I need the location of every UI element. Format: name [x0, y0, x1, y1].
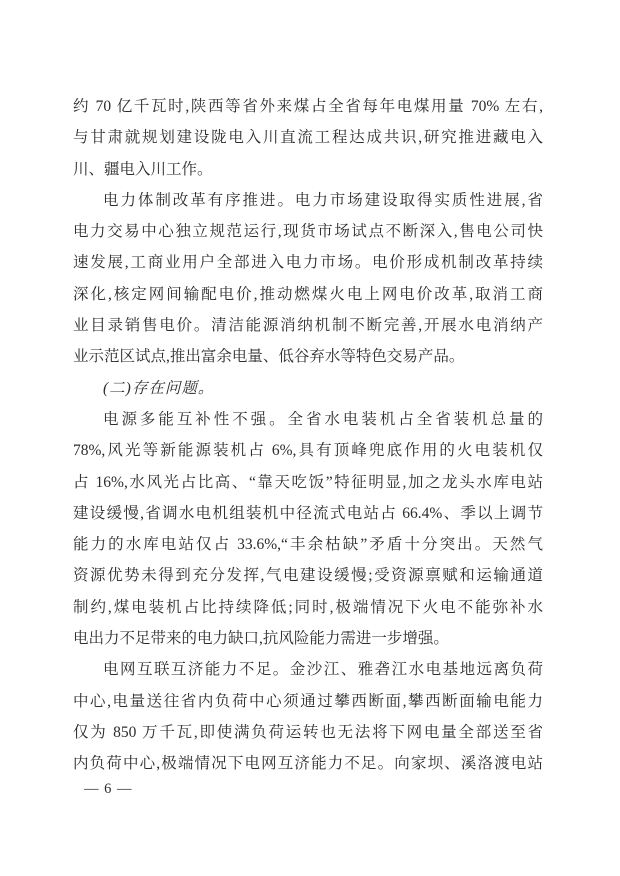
text-line: 业示范区试点,推出富余电量、低谷弃水等特色交易产品。 [73, 348, 465, 366]
text-line: 能力的水库电站仅占 33.6%,“丰余枯缺”矛盾十分突出。天然气 [73, 536, 543, 554]
text-line: 电源多能互补性不强。全省水电装机占全省装机总量的 [103, 410, 543, 428]
text-line: 电网互联互济能力不足。金沙江、雅砻江水电基地远离负荷 [103, 661, 543, 679]
text-line: 电出力不足带来的电力缺口,抗风险能力需进一步增强。 [73, 630, 449, 648]
text-line: 资源优势未得到充分发挥,气电建设缓慢;受资源禀赋和运输通道 [73, 567, 543, 585]
text-line: 业目录销售电价。清洁能源消纳机制不断完善,开展水电消纳产 [73, 317, 543, 335]
text-line: 电力体制改革有序推进。电力市场建设取得实质性进展,省 [103, 191, 543, 209]
text-line: 制约,煤电装机占比持续降低;同时,极端情况下火电不能弥补水 [73, 598, 543, 616]
section-heading: (二)存在问题。 [103, 379, 215, 397]
text-line: 78%,风光等新能源装机占 6%,具有顶峰兜底作用的火电装机仅 [73, 442, 543, 460]
text-line: 与甘肃就规划建设陇电入川直流工程达成共识,研究推进藏电入 [73, 129, 543, 147]
text-line: 川、疆电入川工作。 [73, 160, 213, 178]
text-line: 速发展,工商业用户全部进入电力市场。电价形成机制改革持续 [73, 254, 543, 272]
text-line: 中心,电量送往省内负荷中心须通过攀西断面,攀西断面输电能力 [73, 692, 543, 710]
text-line: 电力交易中心独立规范运行,现货市场试点不断深入,售电公司快 [73, 223, 543, 241]
text-line: 约 70 亿千瓦时,陕西等省外来煤占全省每年电煤用量 70% 左右, [73, 98, 543, 115]
text-line: 仅为 850 万千瓦,即使满负荷运转也无法将下网电量全部送至省 [73, 723, 543, 741]
text-line: 深化,核定网间输配电价,推动燃煤火电上网电价改革,取消工商 [73, 285, 543, 303]
page-number: — 6 — [84, 781, 133, 797]
document-content [73, 91, 543, 780]
text-line: 内负荷中心,极端情况下电网互济能力不足。向家坝、溪洛渡电站 [73, 755, 543, 773]
text-line: 占 16%,水风光占比高、“靠天吃饭”特征明显,加之龙头水库电站 [73, 473, 543, 491]
text-line: 建设缓慢,省调水电机组装机中径流式电站占 66.4%、季以上调节 [73, 504, 543, 522]
